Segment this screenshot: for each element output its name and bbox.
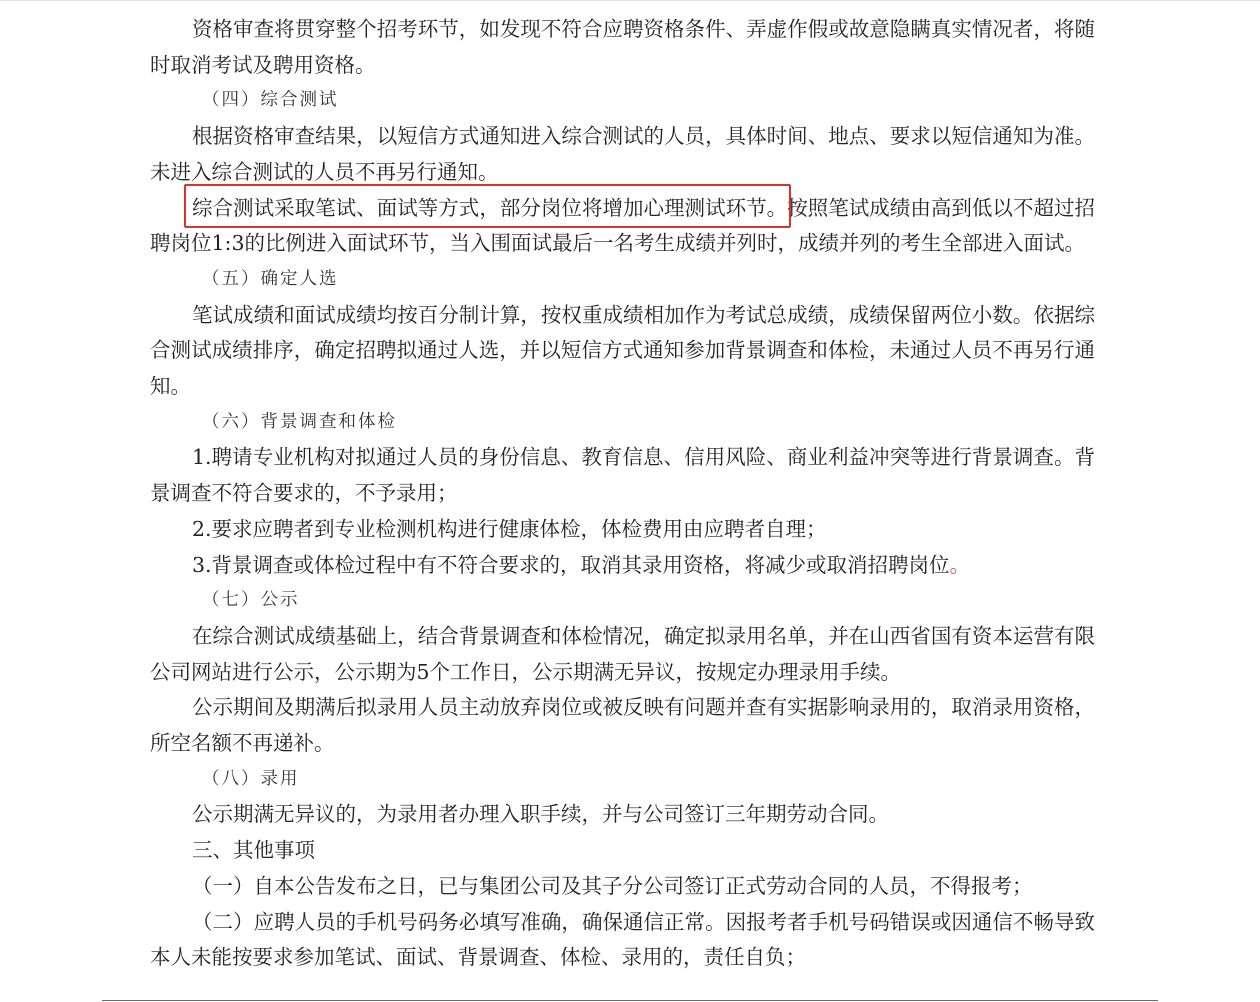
highlighted-sentence: 综合测试采取笔试、面试等方式，部分岗位将增加心理测试环节。 — [192, 195, 788, 220]
red-period: 。 — [949, 552, 971, 577]
paragraph-other-1: （一）自本公告发布之日，已与集团公司及其子分公司签订正式劳动合同的人员，不得报考； — [192, 873, 1033, 898]
paragraph-background-item-2: 2.要求应聘者到专业检测机构进行健康体检，体检费用由应聘者自理； — [192, 516, 827, 541]
top-divider — [0, 0, 1260, 1]
paragraph-hiring: 公示期满无异议的，为录用者办理入职手续，并与公司签订三年期劳动合同。 — [192, 802, 889, 827]
heading-publicity: （七）公示 — [202, 590, 300, 611]
paragraph-background-item-3-text: 3.背景调查或体检过程中有不符合要求的，取消其录用资格，将减少或取消招聘岗位 — [192, 552, 950, 577]
paragraph-qualification-review: 资格审查将贯穿整个招考环节，如发现不符合应聘资格条件、弄虚作假或故意隐瞒真实情况者，将随时取消考试及聘用资格。 — [150, 17, 1095, 77]
heading-comprehensive-test: （四）综合测试 — [202, 90, 339, 111]
paragraph-test-format — [150, 191, 1095, 262]
paragraph-publicity-2: 公示期间及期满后拟录用人员主动放弃岗位或被反映有问题并查有实据影响录用的，取消录用资格，所空名额不再递补。 — [150, 695, 1095, 756]
heading-other-matters: 三、其他事项 — [192, 838, 315, 863]
heading-determine-candidates: （五）确定人选 — [202, 268, 339, 289]
paragraph-publicity-1: 在综合测试成绩基础上，结合背景调查和体检情况，确定拟录用名单，并在山西省国有资本运营有限公司网站进行公示，公示期为5个工作日，公示期满无异议，按规定办理录用手续。 — [150, 623, 1095, 684]
heading-hiring: （八）录用 — [202, 768, 300, 789]
paragraph-background-item-1: 1.聘请专业机构对拟通过人员的身份信息、教育信息、信用风险、商业利益冲突等进行背景调查。背景调查不符合要求的，不予录用； — [150, 445, 1095, 506]
paragraph-score-calculation: 笔试成绩和面试成绩均按百分制计算，按权重成绩相加作为考试总成绩，成绩保留两位小数。依据综合测试成绩排序，确定招聘拟通过人选，并以短信方式通知参加背景调查和体检，未通过人员不再另行通知。 — [150, 302, 1095, 399]
heading-background-check: （六）背景调查和体检 — [202, 411, 397, 432]
paragraph-test-format-rest: 按照笔试成绩由高到低以不超过招聘岗位1:3的比例进入面试环节，当入围面试最后一名考生成绩并列时，成绩并列的考生全部进入面试。 — [150, 195, 1096, 256]
paragraph-other-2: （二）应聘人员的手机号码务必填写准确，确保通信正常。因报考者手机号码错误或因通信不畅导致本人未能按要求参加笔试、面试、背景调查、体检、录用的，责任自负； — [150, 909, 1095, 970]
paragraph-background-item-3 — [150, 548, 1095, 584]
paragraph-test-notification: 根据资格审查结果，以短信方式通知进入综合测试的人员，具体时间、地点、要求以短信通知为准。未进入综合测试的人员不再另行通知。 — [150, 124, 1095, 184]
document-page — [150, 12, 1095, 976]
